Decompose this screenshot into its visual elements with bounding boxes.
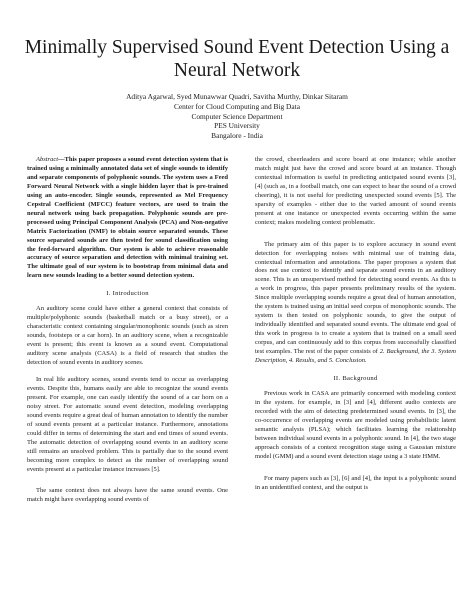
- affiliation-line-2: Computer Science Department: [191, 111, 283, 121]
- affiliation-line-1: Center for Cloud Computing and Big Data: [173, 101, 301, 111]
- background-paragraph-1: Previous work in CASA are primarily concerned with modeling context in the system. for example, in [3] and [4], different audio contexts are recorded with the aim of detecting predetermined sound events. In [3], the co-occurrence of overlapping events are modeled using probabilistic latent semantic analysis (PLSA); which facilitates learning the relationship between individual sound events in a polyphonic sound. In [4], the two stage approach consists of a context recognition stage using a Gaussian mixture model (GMM) and a sound event detection stage using a 3 state HMM.: [255, 389, 456, 460]
- section-heading-introduction: I. Introduction: [106, 290, 149, 298]
- paper-title: Minimally Supervised Sound Event Detection Using a Neural Network: [24, 37, 450, 81]
- abstract-lead: Abstract: [36, 156, 59, 163]
- author-block: [20, 92, 454, 141]
- affiliation-line-3: PES University: [214, 121, 260, 131]
- right-paragraph-2-text: The primary aim of this paper is to explore accuracy in sound event detection for overlapping noises with minimal use of training data, contextual information and annotations. The paper proposes a system that does not use context to identify and separate sound events in an auditory scene. This is an unsupervised method for detecting sound events. As this is a work in progress, this paper presents preliminary results of the system. Since multiple overlapping sounds require a great deal of human annotation, the system is trained using an initial seed corpus of monophonic sounds. The system is then tested on polyphonic sounds, to give the output of individually identified and separated sound events. The ultimate end goal of this work in progress is to create a system that is trained on a small seed corpus, and can continuously add to this corpus from successfully classified test examples. The rest of the paper consists of: [255, 240, 456, 356]
- intro-paragraph-1: An auditory scene could have either a general context that consists of multiple/polyphonic sounds (basketball match or a busy street), or a characteristic context containing singular/monophonic sounds (such as siren sounds, footsteps or a car horn). In an auditory scene, when a recognizable event is present; this event is known as a sound event. Computational auditory scene analysis (CASA) is a field of research that studies the detection of sound events in auditory scenes.: [27, 305, 228, 367]
- paper-outline-text: 2. Background, the 3. System Description, 4. Results, and 5. Conclusion.: [255, 348, 456, 365]
- author-names: Aditya Agarwal, Syed Munawwar Quadri, Savitha Murthy, Dinkar Sitaram: [126, 92, 348, 101]
- abstract-paragraph: [27, 156, 228, 281]
- intro-paragraph-3: The same context does not always have the same sound events. One match might have overlapping sound events of: [27, 487, 228, 504]
- section-heading-background: II. Background: [333, 374, 378, 382]
- right-paragraph-2: [255, 241, 456, 366]
- right-paragraph-1: the crowd, cheerleaders and score board at one instance; while another match might just have the crowd and score board at an instance. Though contextual information is useful in predicting anticipated sound events [3], [4] (such as, in a football match, one can expect to hear the sound of a crowd cheering), it is not useful for predicting unexpected sound events [5]. The sparsity of examples - either due to the varied amount of sound events present at one instance or unexpected events occurring within the same context; makes modeling context problematic.: [255, 156, 456, 226]
- right-column: [255, 156, 456, 492]
- intro-paragraph-2: In real life auditory scenes, sound events tend to occur as overlapping events. Despite this, humans easily are able to recognize the sound events present. For example, one can easily identify the sound of a car horn on a noisy street. For automatic sound event detection, modeling overlapping sound events require a great deal of human annotation to identify the number of sound events present at a particular instance. Furthermore, annotations could differ in terms of determining the start and end times of sound events. The automatic detection of overlapping sound events in an auditory scene still remains an unsolved problem. This is partially due to the sound event becoming more complex to detect as the number of overlapping sound events present at a particular instance increases [5].: [27, 375, 228, 473]
- left-column: [27, 156, 228, 505]
- abstract-text: —This paper proposes a sound event detection system that is trained using a minimally annotated data set of single sounds to identify and separate components of polyphonic sounds. The system uses a Feed Forward Neural Network with a single hidden layer that is pre-trained using an auto-encoder. Single sounds, represented as Mel Frequency Cepstral Coefficient (MFCC) feature vectors, are used to train the neural network using back propagation. Polyphonic sounds are pre-processed using Principal Component Analysis (PCA) and Non-negative Matrix Factorization (NMF) to obtain source separated sounds. These source separated sounds are then tested for sound classification using the feed-forward algorithm. Our system is able to achieve reasonable accuracy of source separation and detection with minimal training set. The ultimate goal of our system is to bootstrap from minimal data and learn new sounds leading to a better sound detection system.: [27, 156, 228, 280]
- background-paragraph-2: For many papers such as [3], [6] and [4], the input is a polyphonic sound in an unidentified context, and the output is: [255, 474, 456, 491]
- affiliation-line-4: Bangalore - India: [211, 131, 263, 141]
